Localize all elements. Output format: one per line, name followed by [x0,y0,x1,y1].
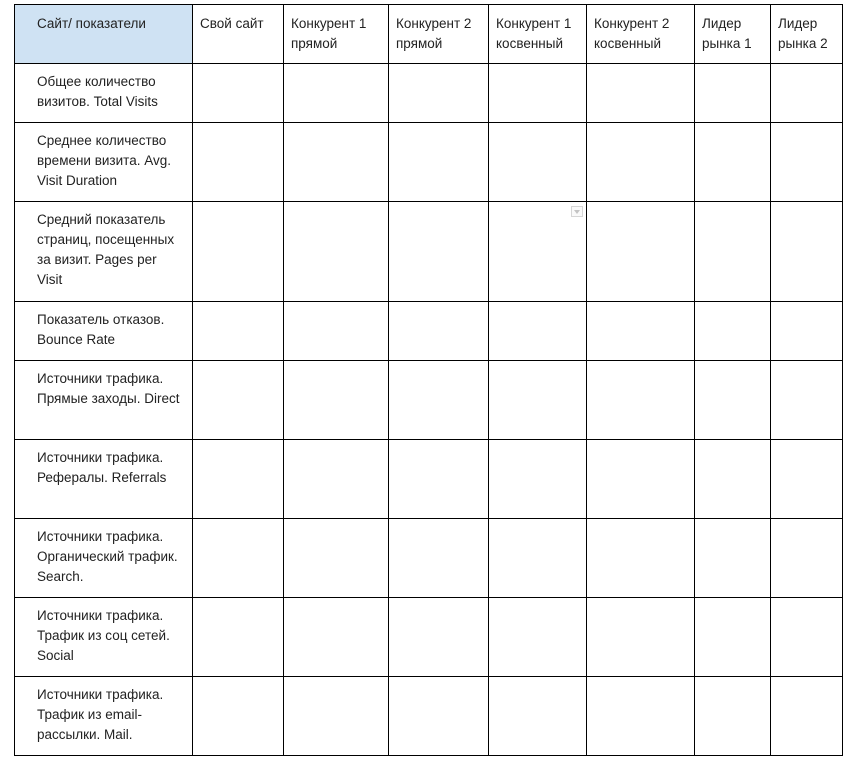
table-cell[interactable] [284,202,389,302]
table-cell[interactable] [389,361,489,440]
table-cell[interactable] [771,64,843,123]
column-header-competitor-2-indirect[interactable]: Конкурент 2 косвенный [587,5,695,64]
table-cell[interactable] [193,64,284,123]
table-cell[interactable] [695,123,771,202]
table-cell[interactable] [389,519,489,598]
corner-header-cell[interactable]: Сайт/ показатели [15,5,193,64]
table-cell[interactable] [587,677,695,756]
table-cell[interactable] [587,123,695,202]
table-cell[interactable] [389,202,489,302]
row-header-total-visits[interactable]: Общее количество визитов. Total Visits [15,64,193,123]
column-header-competitor-2-direct[interactable]: Конкурент 2 прямой [389,5,489,64]
table-row [15,440,843,519]
table-cell[interactable] [695,677,771,756]
column-header-own-site[interactable]: Свой сайт [193,5,284,64]
table-cell[interactable] [695,302,771,361]
table-cell[interactable] [587,361,695,440]
table-cell[interactable] [193,677,284,756]
table-cell[interactable] [284,440,389,519]
table-cell[interactable] [587,598,695,677]
chevron-down-icon[interactable] [571,206,583,217]
table-cell[interactable] [389,440,489,519]
table-cell[interactable] [771,123,843,202]
row-header-traffic-direct[interactable]: Источники трафика. Прямые заходы. Direct [15,361,193,440]
table-cell[interactable] [771,677,843,756]
table-cell[interactable] [695,64,771,123]
table-cell[interactable] [489,677,587,756]
table-cell[interactable] [193,302,284,361]
table-row [15,302,843,361]
table-cell[interactable] [771,598,843,677]
header-row [15,5,843,64]
table-cell[interactable] [489,302,587,361]
table-cell[interactable] [389,64,489,123]
table-cell[interactable] [587,302,695,361]
table-row [15,123,843,202]
table-row [15,202,843,302]
table-cell[interactable] [587,202,695,302]
table-cell[interactable] [193,598,284,677]
table-cell[interactable] [489,598,587,677]
table-cell[interactable] [389,598,489,677]
column-header-market-leader-1[interactable]: Лидер рынка 1 [695,5,771,64]
table-cell[interactable] [193,519,284,598]
row-header-bounce-rate[interactable]: Показатель отказов. Bounce Rate [15,302,193,361]
table-cell[interactable] [489,519,587,598]
table-cell[interactable] [771,302,843,361]
table-row [15,519,843,598]
table-cell[interactable] [587,519,695,598]
table-cell[interactable] [284,361,389,440]
row-header-traffic-social[interactable]: Источники трафика. Трафик из соц сетей. Social [15,598,193,677]
table-cell[interactable] [389,123,489,202]
table-cell[interactable] [284,64,389,123]
table-cell[interactable] [489,64,587,123]
table-cell[interactable] [695,361,771,440]
table-cell[interactable] [489,361,587,440]
table-cell[interactable] [284,598,389,677]
metrics-comparison-table [14,4,843,756]
table-cell[interactable] [695,519,771,598]
table-row [15,361,843,440]
column-header-competitor-1-indirect[interactable]: Конкурент 1 косвенный [489,5,587,64]
table-cell[interactable] [284,123,389,202]
table-cell[interactable] [193,361,284,440]
table-cell[interactable] [193,440,284,519]
table-cell[interactable] [389,677,489,756]
table-cell[interactable] [193,123,284,202]
row-header-traffic-mail[interactable]: Источники трафика. Трафик из email-рассылки. Mail. [15,677,193,756]
column-header-competitor-1-direct[interactable]: Конкурент 1 прямой [284,5,389,64]
table-cell[interactable] [587,64,695,123]
table-cell[interactable] [284,519,389,598]
column-header-market-leader-2[interactable]: Лидер рынка 2 [771,5,843,64]
table-cell[interactable] [771,202,843,302]
table-cell[interactable] [284,302,389,361]
row-header-traffic-referrals[interactable]: Источники трафика. Рефералы. Referrals [15,440,193,519]
table-row [15,677,843,756]
row-header-avg-visit-duration[interactable]: Среднее количество времени визита. Avg. Visit Duration [15,123,193,202]
table-cell[interactable] [695,440,771,519]
table-cell[interactable] [284,677,389,756]
table-cell[interactable] [695,202,771,302]
table-cell[interactable] [587,440,695,519]
table-cell[interactable] [771,519,843,598]
table-cell[interactable] [489,123,587,202]
table-cell[interactable] [771,361,843,440]
table-cell[interactable] [489,202,587,302]
table-row [15,64,843,123]
table-cell[interactable] [193,202,284,302]
table-row [15,598,843,677]
row-header-traffic-search[interactable]: Источники трафика. Органический трафик. Search. [15,519,193,598]
table-cell[interactable] [695,598,771,677]
table-cell[interactable] [489,440,587,519]
table-cell[interactable] [389,302,489,361]
table-cell[interactable] [771,440,843,519]
row-header-pages-per-visit[interactable]: Средний показатель страниц, посещенных за визит. Pages per Visit [15,202,193,302]
